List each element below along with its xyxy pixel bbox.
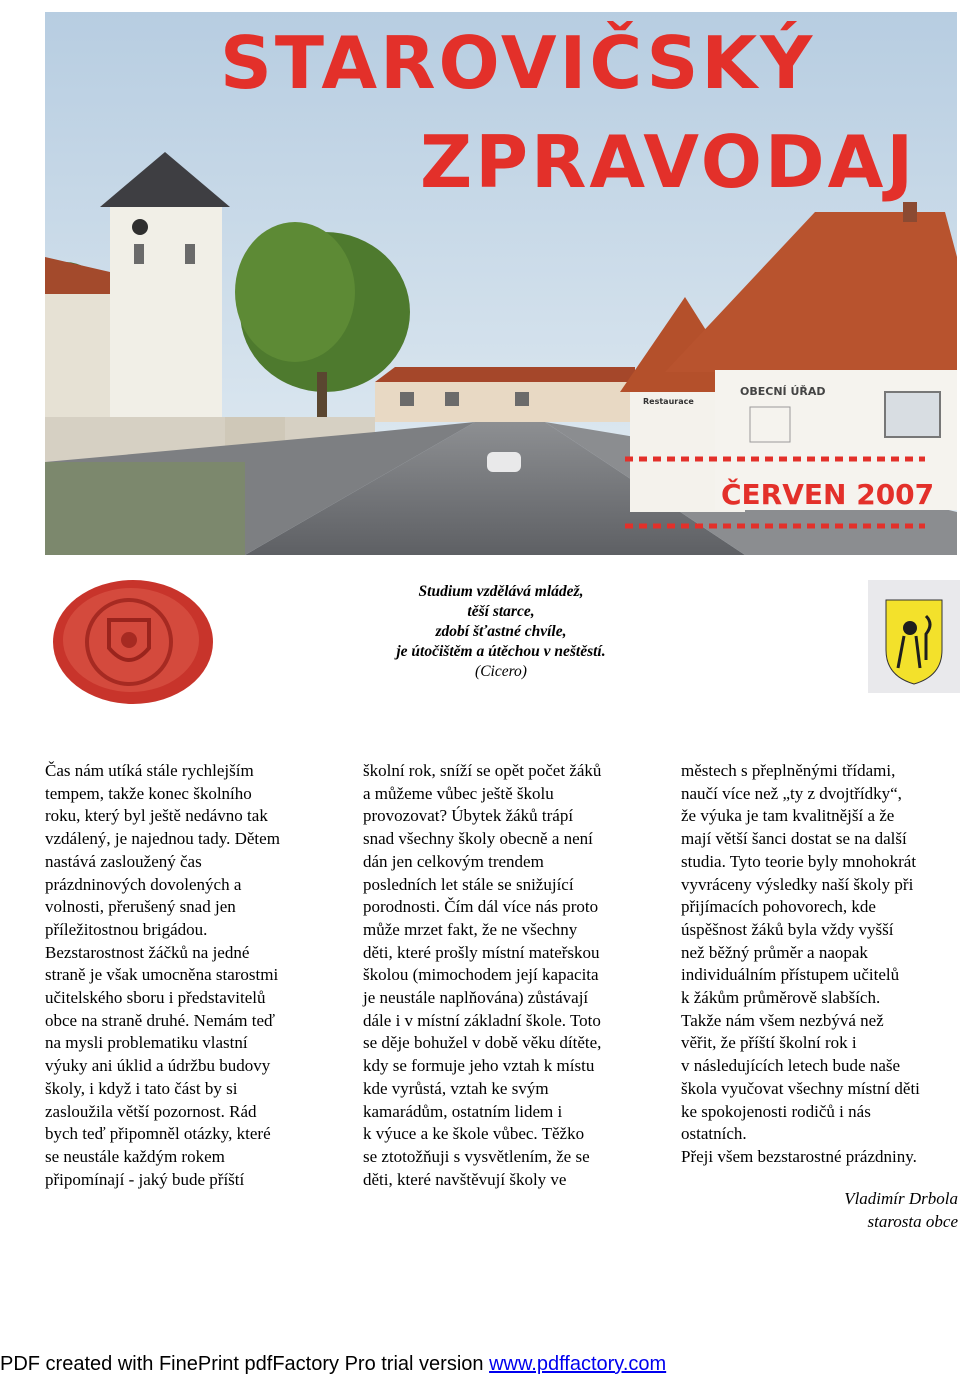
article-line: školou (mimochodem její kapacita bbox=[363, 965, 599, 985]
signature-role: starosta obce bbox=[867, 1211, 958, 1231]
article-line: školní rok, sníží se opět počet žáků bbox=[363, 761, 602, 780]
article-line: Přeji všem bezstarostné prázdniny. bbox=[681, 1146, 917, 1166]
article-line: že výuka je tam kvalitnější a že bbox=[681, 806, 895, 826]
article-line: Takže nám všem nezbývá než bbox=[681, 1010, 884, 1030]
quote-line: Studium vzdělává mládež, bbox=[418, 583, 584, 600]
article-line: naučí více než „ty z dvojtřídky“, bbox=[681, 783, 902, 803]
article-line: se neustále každým rokem bbox=[45, 1146, 225, 1166]
wax-seal-image bbox=[45, 580, 225, 712]
article-column-2 bbox=[363, 760, 663, 1191]
article-line: děti, které prošly místní mateřskou bbox=[363, 942, 600, 962]
article-line: porodnosti. Čím dál více nás proto bbox=[363, 897, 599, 917]
article-line: prázdninových dovolených a bbox=[45, 874, 242, 894]
footer-text: PDF created with FinePrint pdfFactory Pro trial version bbox=[0, 1353, 490, 1375]
article-line: tempem, takže konec školního bbox=[45, 783, 252, 803]
quote-line: těší starce, bbox=[467, 603, 535, 620]
distant-houses bbox=[375, 367, 635, 422]
footer-link[interactable]: www.pdffactory.com bbox=[489, 1353, 667, 1375]
town-hall-sign: OBECNÍ ÚŘAD bbox=[740, 385, 826, 398]
article-line: městech s přeplněnými třídami, bbox=[681, 761, 896, 780]
cover-photo bbox=[45, 12, 957, 555]
article-line: obce na straně druhé. Nemám teď bbox=[45, 1010, 276, 1030]
article-line: přijímacích pohovorech, kde bbox=[681, 897, 876, 917]
article-line: Bezstarostnost žáčků na jedné bbox=[45, 942, 250, 962]
article-column-1 bbox=[45, 760, 340, 1191]
article-line: věřit, že příští školní rok i bbox=[681, 1033, 857, 1053]
article-line: než běžný průměr a naopak bbox=[681, 942, 868, 962]
article-line: škola vyučovat všechny místní děti bbox=[681, 1078, 920, 1098]
coat-of-arms-image bbox=[868, 580, 960, 693]
article-line: k žákům průměrově slabších. bbox=[681, 988, 881, 1008]
article-line: vyvráceny výsledky naší školy při bbox=[681, 874, 914, 894]
article-line: nastává zasloužený čas bbox=[45, 851, 202, 871]
article-line: roku, který byl ještě nedávno tak bbox=[45, 806, 268, 826]
article-line: dán jen celkovým trendem bbox=[363, 851, 544, 871]
article-line: může mrzet fakt, že ne všechny bbox=[363, 919, 578, 939]
article-line: a můžeme vůbec ještě školu bbox=[363, 783, 554, 803]
restaurant-sign: Restaurace bbox=[643, 397, 694, 406]
article-line: školy, i když i tato část by si bbox=[45, 1078, 238, 1098]
article-line: volnosti, přerušený snad jen bbox=[45, 897, 236, 917]
article-line: vzdálený, je najednou tady. Dětem bbox=[45, 829, 280, 849]
article-line: příležitostnou brigádou. bbox=[45, 919, 208, 939]
article-line: posledních let stále se snižující bbox=[363, 874, 574, 894]
article-line: snad všechny školy obecně a není bbox=[363, 829, 593, 849]
quote-line: zdobí šťastné chvíle, bbox=[435, 623, 567, 640]
article-line: se ztotožňuji s vysvětlením, že se bbox=[363, 1146, 590, 1166]
article-line: v následujících letech bude naše bbox=[681, 1056, 901, 1076]
signature-block bbox=[700, 1188, 958, 1233]
article-line: úspěšnost žáků byla vždy vyšší bbox=[681, 919, 894, 939]
issue-date: ČERVEN 2007 bbox=[721, 478, 935, 511]
article-line: děti, které navštěvují školy ve bbox=[363, 1169, 567, 1189]
quote-line: je útočištěm a útěchou v neštěstí. bbox=[396, 643, 606, 660]
article-line: provozovat? Úbytek žáků trápí bbox=[363, 806, 574, 826]
article-column-3 bbox=[681, 760, 960, 1169]
article-line: bych teď připomněl otázky, které bbox=[45, 1124, 271, 1144]
cicero-quote bbox=[300, 582, 702, 682]
article-line: učitelského sboru i představitelů bbox=[45, 988, 266, 1008]
article-line: zasloužila větší pozornost. Rád bbox=[45, 1101, 257, 1121]
article-line: ostatních. bbox=[681, 1124, 747, 1144]
article-line: na mysli problematiku vlastní bbox=[45, 1033, 248, 1053]
article-line: dále i v místní základní škole. Toto bbox=[363, 1010, 601, 1030]
article-line: ke spokojenosti rodičů i nás bbox=[681, 1101, 871, 1121]
pdf-footer bbox=[0, 1353, 666, 1376]
article-line: Čas nám utíká stále rychlejším bbox=[45, 761, 254, 780]
article-line: kdy se formuje jeho vztah k místu bbox=[363, 1056, 595, 1076]
newsletter-title-line2: ZPRAVODAJ bbox=[420, 120, 917, 204]
signature-name: Vladimír Drbola bbox=[844, 1189, 958, 1208]
article-line: je neustále naplňována) zůstávají bbox=[363, 988, 589, 1008]
article-line: kamarádům, ostatním lidem i bbox=[363, 1101, 563, 1121]
article-line: výuky ani úklid a údržbu budovy bbox=[45, 1056, 271, 1076]
article-line: k výuce a ke škole vůbec. Těžko bbox=[363, 1124, 585, 1144]
article-line: se děje bohužel v době věku dítěte, bbox=[363, 1033, 602, 1053]
article-line: individuálním přístupem učitelů bbox=[681, 965, 900, 985]
article-line: studia. Tyto teorie byly mnohokrát bbox=[681, 851, 917, 871]
quote-author: (Cicero) bbox=[475, 663, 527, 680]
article-line: připomínají - jaký bude příští bbox=[45, 1169, 245, 1189]
article-line: mají větší šanci dostat se na další bbox=[681, 829, 907, 849]
article-line: straně je však umocněna starostmi bbox=[45, 965, 279, 985]
article-line: kde vyrůstá, vztah ke svým bbox=[363, 1078, 549, 1098]
newsletter-title-line1: STAROVIČSKÝ bbox=[220, 21, 816, 105]
